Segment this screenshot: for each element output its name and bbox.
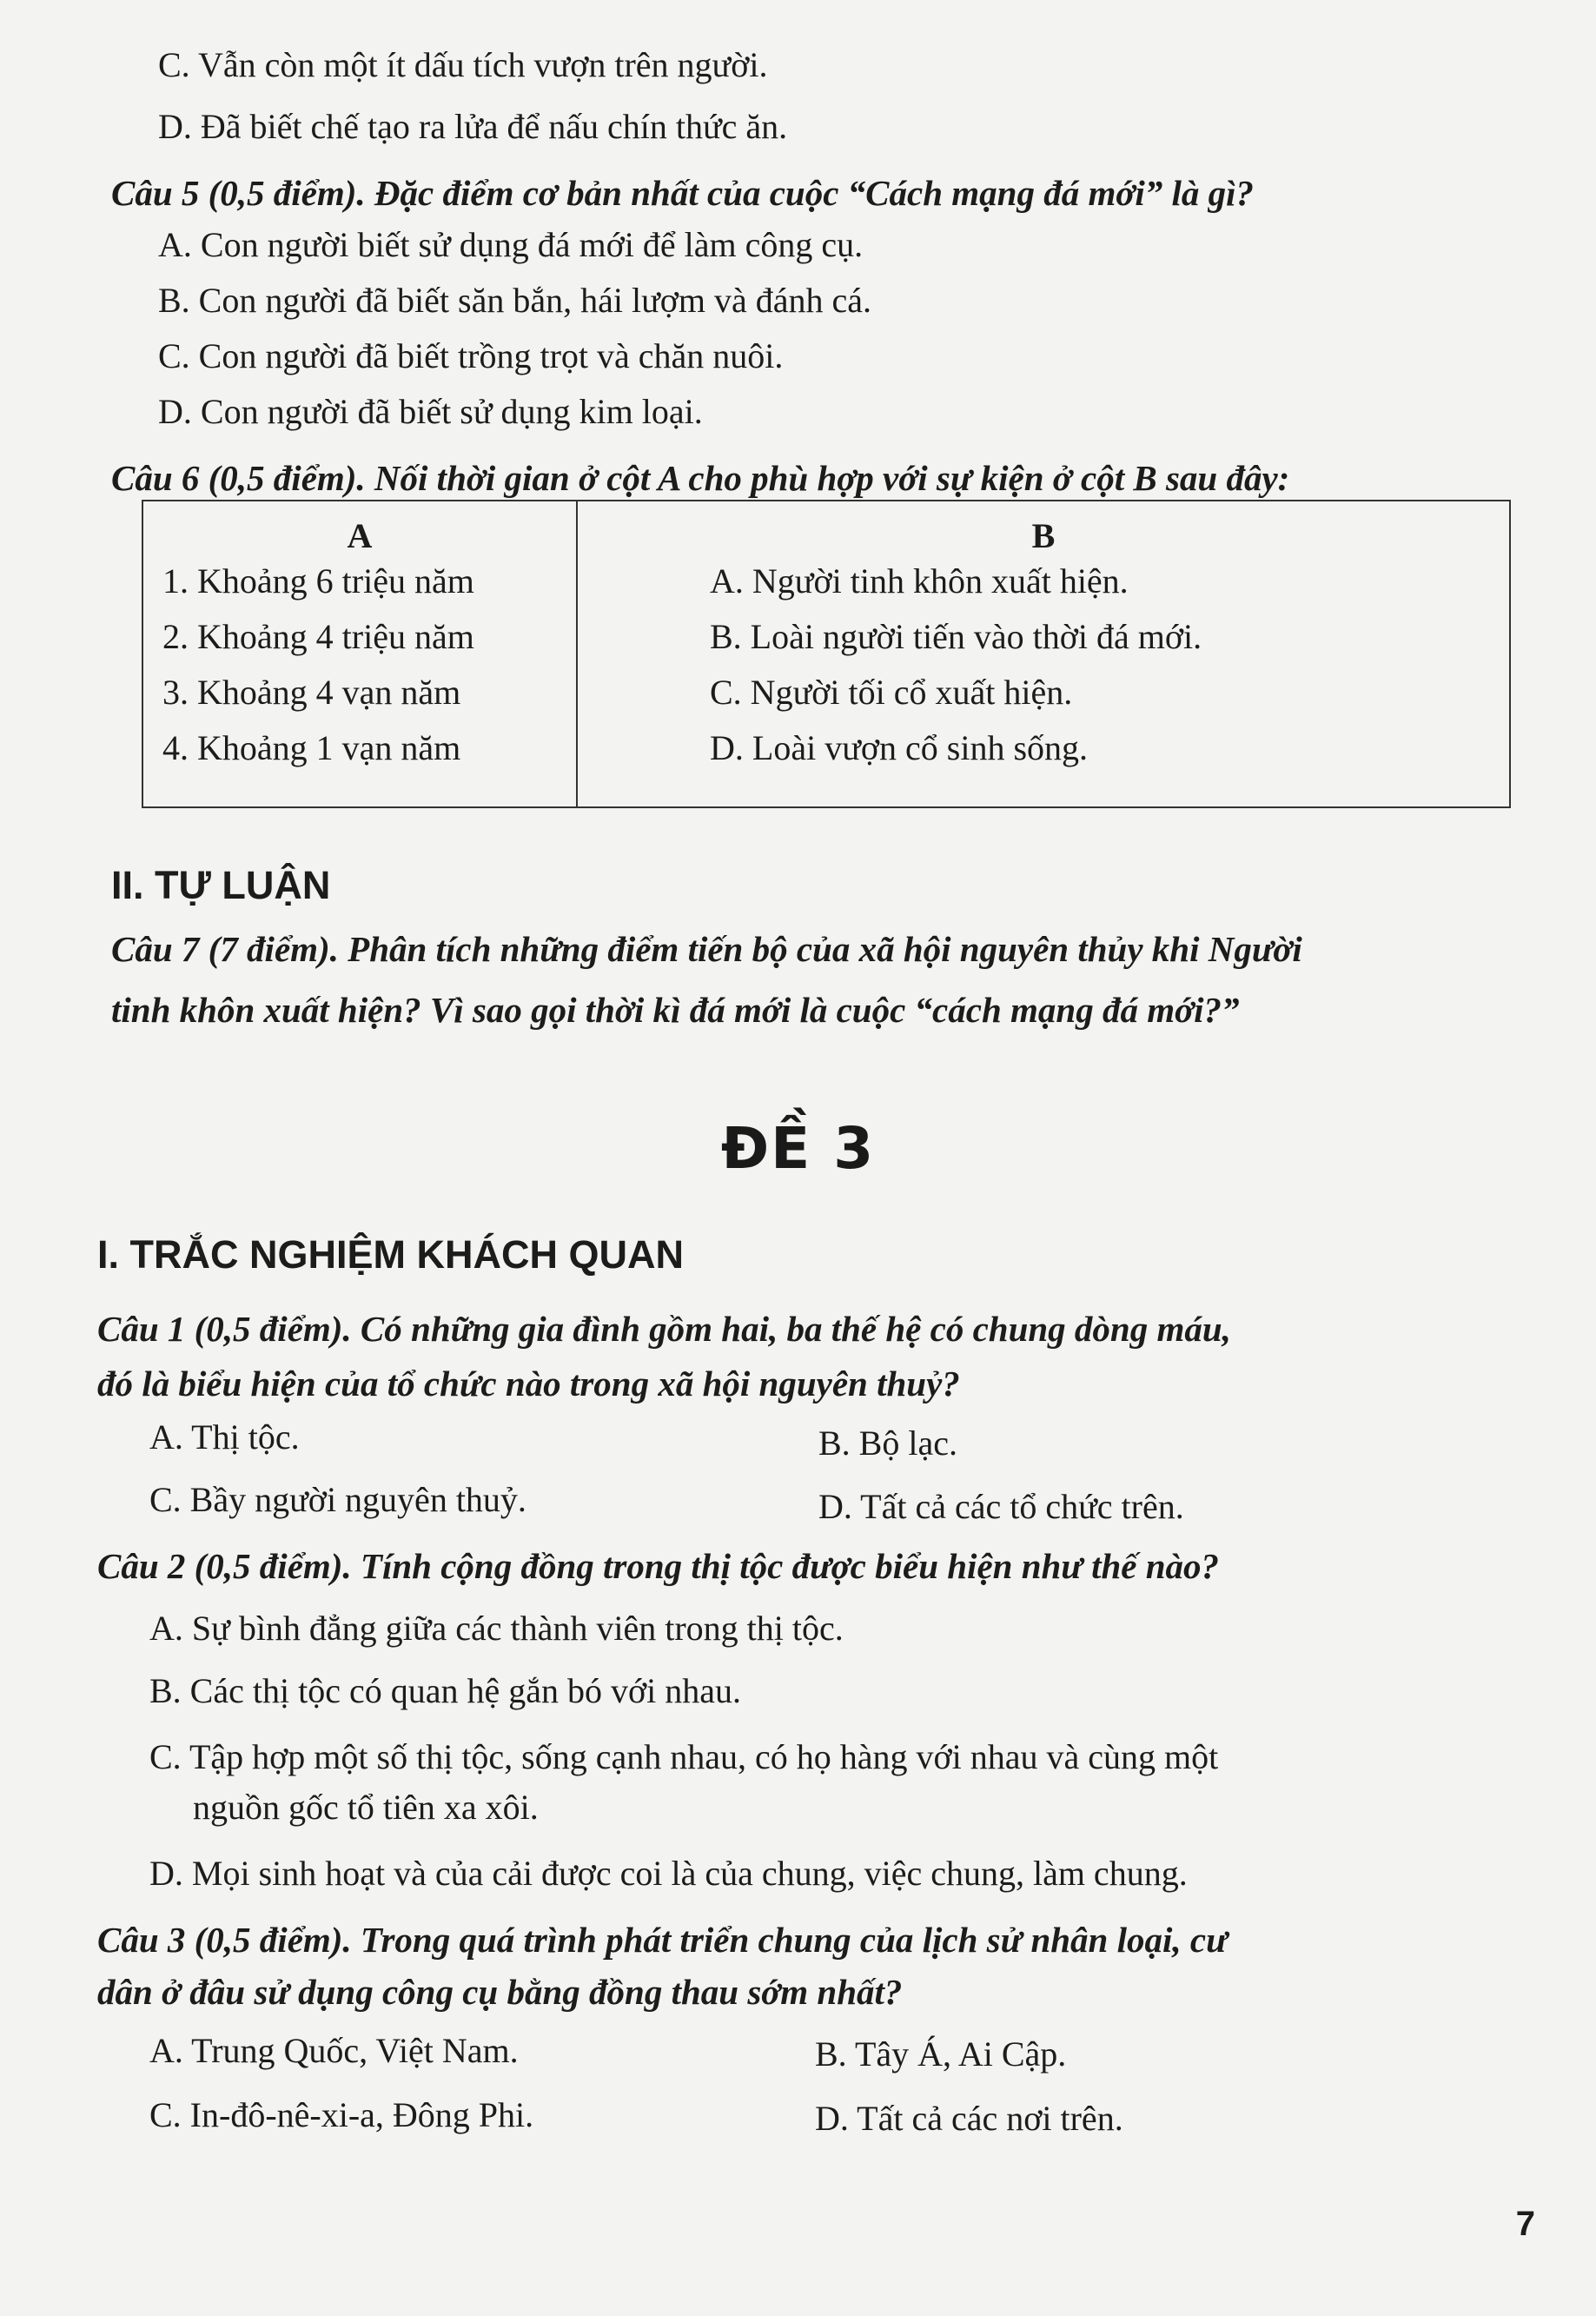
column-b bbox=[577, 501, 1510, 807]
question-7-line1: Câu 7 (7 điểm). Phân tích những điểm tiến bộ của xã hội nguyên thủy khi Người bbox=[111, 929, 1302, 969]
de3-q2-option-c-cont: nguồn gốc tổ tiên xa xôi. bbox=[193, 1788, 539, 1827]
de3-q3-option-d: D. Tất cả các nơi trên. bbox=[815, 2099, 1123, 2138]
de3-q3-option-b: B. Tây Á, Ai Cập. bbox=[815, 2034, 1067, 2074]
de3-q3-option-a: A. Trung Quốc, Việt Nam. bbox=[149, 2031, 519, 2070]
de3-question-2: Câu 2 (0,5 điểm). Tính cộng đồng trong thị tộc được biểu hiện như thế nào? bbox=[97, 1546, 1220, 1586]
de3-q2-option-c: C. Tập hợp một số thị tộc, sống cạnh nhau, có họ hàng với nhau và cùng một bbox=[149, 1737, 1219, 1776]
de3-question-3-line2: dân ở đâu sử dụng công cụ bằng đồng thau sớm nhất? bbox=[97, 1972, 903, 2012]
de3-question-1-line2: đó là biểu hiện của tổ chức nào trong xã hội nguyên thuỷ? bbox=[97, 1364, 960, 1404]
column-b-item: C. Người tối cổ xuất hiện. bbox=[710, 673, 1073, 712]
column-b-item: D. Loài vượn cổ sinh sống. bbox=[710, 728, 1089, 767]
column-a bbox=[142, 501, 577, 807]
matching-table bbox=[142, 500, 1511, 808]
q5-option-d: D. Con người đã biết sử dụng kim loại. bbox=[158, 392, 703, 431]
de3-q2-option-b: B. Các thị tộc có quan hệ gắn bó với nhau. bbox=[149, 1671, 741, 1710]
question-5: Câu 5 (0,5 điểm). Đặc điểm cơ bản nhất của cuộc “Cách mạng đá mới” là gì? bbox=[111, 173, 1255, 213]
column-b-header: B bbox=[1031, 516, 1056, 555]
q5-option-a: A. Con người biết sử dụng đá mới để làm công cụ. bbox=[158, 225, 864, 264]
q5-option-b: B. Con người đã biết săn bắn, hái lượm và đánh cá. bbox=[158, 281, 872, 320]
column-a-header: A bbox=[347, 516, 373, 555]
de3-q2-option-d: D. Mọi sinh hoạt và của cải được coi là của chung, việc chung, làm chung. bbox=[149, 1854, 1188, 1893]
column-b-item: B. Loài người tiến vào thời đá mới. bbox=[710, 617, 1202, 656]
column-b-item: A. Người tinh khôn xuất hiện. bbox=[710, 561, 1129, 601]
de3-question-3-line1: Câu 3 (0,5 điểm). Trong quá trình phát triển chung của lịch sử nhân loại, cư bbox=[97, 1920, 1228, 1960]
column-a-item: 4. Khoảng 1 vạn năm bbox=[162, 728, 461, 767]
de3-q1-option-b: B. Bộ lạc. bbox=[818, 1423, 957, 1463]
question-6: Câu 6 (0,5 điểm). Nối thời gian ở cột A cho phù hợp với sự kiện ở cột B sau đây: bbox=[111, 458, 1290, 498]
option-d-prev: D. Đã biết chế tạo ra lửa để nấu chín thức ăn. bbox=[158, 107, 788, 146]
column-a-item: 3. Khoảng 4 vạn năm bbox=[162, 673, 461, 712]
section-mc-heading: I. TRẮC NGHIỆM KHÁCH QUAN bbox=[97, 1232, 684, 1277]
de3-q1-option-c: C. Bầy người nguyên thuỷ. bbox=[149, 1480, 526, 1519]
de3-question-1-line1: Câu 1 (0,5 điểm). Có những gia đình gồm hai, ba thế hệ có chung dòng máu, bbox=[97, 1309, 1231, 1349]
option-c-prev: C. Vẫn còn một ít dấu tích vượn trên người. bbox=[158, 45, 768, 84]
de3-q3-option-c: C. In-đô-nê-xi-a, Đông Phi. bbox=[149, 2095, 534, 2134]
q5-option-c: C. Con người đã biết trồng trọt và chăn nuôi. bbox=[158, 336, 784, 375]
column-a-item: 2. Khoảng 4 triệu năm bbox=[162, 617, 474, 656]
page-number: 7 bbox=[1515, 2205, 1535, 2243]
question-7-line2: tinh khôn xuất hiện? Vì sao gọi thời kì đá mới là cuộc “cách mạng đá mới?” bbox=[111, 990, 1240, 1030]
column-a-item: 1. Khoảng 6 triệu năm bbox=[162, 561, 474, 601]
exam-title: ĐỀ 3 bbox=[720, 1115, 876, 1182]
de3-q2-option-a: A. Sự bình đẳng giữa các thành viên trong thị tộc. bbox=[149, 1609, 844, 1648]
section-essay-heading: II. TỰ LUẬN bbox=[111, 863, 331, 907]
de3-q1-option-a: A. Thị tộc. bbox=[149, 1417, 300, 1457]
de3-q1-option-d: D. Tất cả các tổ chức trên. bbox=[818, 1487, 1184, 1526]
